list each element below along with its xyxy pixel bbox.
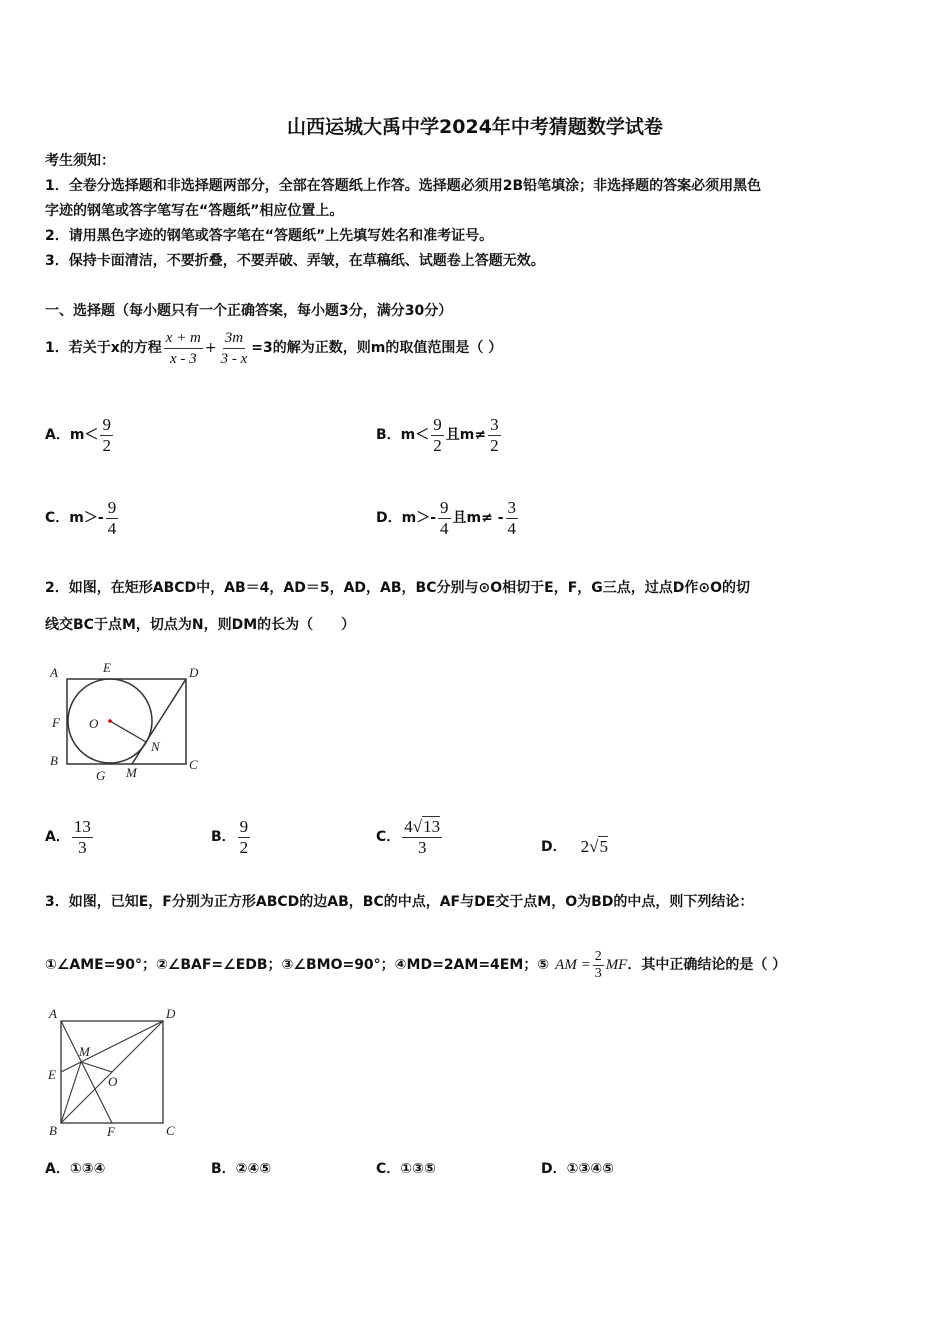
q3-line-de xyxy=(61,1021,163,1072)
q1-frac1-den: x - 3 xyxy=(170,350,197,367)
q1-a-num: 9 xyxy=(102,414,111,434)
page-title: 山西运城大禹中学2024年中考猜题数学试卷 xyxy=(287,116,663,138)
q3-f-right: MF xyxy=(605,957,628,973)
q2-option-a-label: A． xyxy=(45,829,70,845)
q2-c-coef: 4 xyxy=(404,816,413,836)
q2-option-c-label: C． xyxy=(376,829,401,845)
q2-option-b-label: B． xyxy=(211,829,236,845)
q2-label-c: C xyxy=(189,757,198,772)
q3-label-f: F xyxy=(107,1124,115,1139)
q1-b-den2: 2 xyxy=(490,435,499,455)
q1-option-b[interactable] xyxy=(376,410,503,460)
q2-label-o: O xyxy=(89,716,99,731)
q2-label-n: N xyxy=(151,739,160,754)
question-1 xyxy=(45,323,502,373)
notice-item-3: 3．保持卡面清洁，不要折叠，不要弄破、弄皱，在草稿纸、试题卷上答题无效。 xyxy=(45,253,545,269)
q2-label-f: F xyxy=(52,715,60,730)
q3-option-b[interactable]: B．②④⑤ xyxy=(211,1161,272,1177)
q2-b-num: 9 xyxy=(239,816,249,836)
q3-label-m: M xyxy=(79,1044,90,1059)
q3-line-mb xyxy=(61,1062,81,1123)
q2-option-c[interactable]: C． $\frac{4√13}{3}$ xyxy=(376,816,441,857)
q3-label-a: A xyxy=(49,1006,57,1021)
q1-b-num2: 3 xyxy=(490,414,499,434)
q1-option-c[interactable] xyxy=(45,493,120,543)
q2-figure xyxy=(44,658,214,786)
q1-option-a[interactable] xyxy=(45,410,115,460)
q1-d-num: 9 xyxy=(440,497,449,517)
q3-label-b: B xyxy=(49,1123,57,1138)
q3-statements-text: ①∠AME=90°；②∠BAF=∠EDB；③∠BMO=90°；④MD=2AM=4EM；⑤ xyxy=(45,957,550,973)
q1-c-num: 9 xyxy=(107,497,117,517)
q2-b-den: 2 xyxy=(239,837,249,857)
q3-label-o: O xyxy=(108,1074,118,1089)
q3-line-af xyxy=(61,1021,112,1123)
q2-a-den: 3 xyxy=(78,837,87,857)
q1-option-b-label: B．m＜ xyxy=(376,427,430,443)
q1-c-den: 4 xyxy=(107,518,117,538)
q2-label-a: A xyxy=(50,665,58,680)
q2-label-m: M xyxy=(126,765,137,780)
q3-f-num: 2 xyxy=(594,948,602,964)
q3-figure xyxy=(44,1004,184,1144)
notice-item-1-cont: 字迹的钢笔或答字笔写在“答题纸”相应位置上。 xyxy=(45,203,344,219)
question-2-cont: 线交BC于点M，切点为N，则DM的长为（ ） xyxy=(45,617,356,633)
q2-c-den: 3 xyxy=(417,837,427,857)
q2-label-e: E xyxy=(103,660,111,675)
q1-frac1-num: x + m xyxy=(164,328,203,349)
q2-label-g: G xyxy=(96,768,106,783)
q3-option-a[interactable]: A．①③④ xyxy=(45,1161,106,1177)
q2-center-dot xyxy=(108,719,112,723)
q2-option-b[interactable] xyxy=(211,812,252,862)
q3-option-d[interactable]: D．①③④⑤ xyxy=(541,1161,615,1177)
notice-item-1: 1．全卷分选择题和非选择题两部分，全部在答题纸上作答。选择题必须用2B铅笔填涂；非选择题的答案必须用黑色 xyxy=(45,178,762,194)
q1-option-a-label: A．m＜ xyxy=(45,427,99,443)
q1-b-mid: 且m≠ xyxy=(445,427,487,443)
q1-prefix: 1．若关于x的方程 xyxy=(45,340,162,356)
q3-label-d: D xyxy=(166,1006,176,1021)
q2-label-b: B xyxy=(50,753,58,768)
q3-statements-end: ．其中正确结论的是（ ） xyxy=(627,957,787,973)
q3-label-c: C xyxy=(166,1123,175,1138)
q2-option-d[interactable]: D． 2√5 xyxy=(541,830,608,864)
q2-radius-on xyxy=(110,721,146,742)
q3-label-e: E xyxy=(48,1067,56,1082)
q1-plus: + xyxy=(204,340,217,356)
q1-d-num2: 3 xyxy=(507,497,517,517)
q1-fraction-2 xyxy=(219,328,250,369)
notice-heading: 考生须知： xyxy=(45,153,115,169)
q1-d-mid: 且m≠ - xyxy=(452,510,504,526)
q1-option-d-label: D．m＞- xyxy=(376,510,437,526)
q3-f-left: AM = xyxy=(555,957,591,973)
q1-option-c-label: C．m＞- xyxy=(45,510,104,526)
q1-option-d[interactable] xyxy=(376,493,520,543)
q2-a-num: 13 xyxy=(73,816,91,836)
q1-d-den: 4 xyxy=(440,518,449,538)
q2-label-d: D xyxy=(189,665,199,680)
q3-option-c[interactable]: C．①③⑤ xyxy=(376,1161,436,1177)
q2-c-radicand: 13 xyxy=(423,816,441,836)
q2-option-d-label: D． xyxy=(541,839,567,855)
q1-fraction-1 xyxy=(164,328,203,369)
q3-f-den: 3 xyxy=(594,965,602,981)
section-heading: 一、选择题（每小题只有一个正确答案，每小题3分，满分30分） xyxy=(45,303,453,319)
question-3-statements xyxy=(45,943,786,987)
question-3: 3．如图，已知E，F分别为正方形ABCD的边AB，BC的中点，AF与DE交于点M，O为BD的中点，则下列结论： xyxy=(45,894,754,910)
q2-d-coef: 2 xyxy=(580,837,590,856)
q1-b-den: 2 xyxy=(433,435,442,455)
q1-d-den2: 4 xyxy=(507,518,517,538)
q2-option-a[interactable] xyxy=(45,812,95,862)
q1-frac2-den: 3 - x xyxy=(220,350,248,367)
q1-frac2-num: 3m xyxy=(223,328,245,349)
question-2: 2．如图，在矩形ABCD中，AB＝4，AD＝5，AD，AB，BC分别与⊙O相切于E，F，G三点，过点D作⊙O的切 xyxy=(45,580,750,596)
q1-b-num: 9 xyxy=(433,414,442,434)
q2-rectangle xyxy=(67,679,186,764)
notice-item-2: 2．请用黑色字迹的钢笔或答字笔在“答题纸”上先填写姓名和准考证号。 xyxy=(45,228,494,244)
q1-a-den: 2 xyxy=(102,435,111,455)
q2-d-radicand: 5 xyxy=(599,837,608,856)
q1-suffix: =3的解为正数，则m的取值范围是（ ） xyxy=(251,340,503,356)
